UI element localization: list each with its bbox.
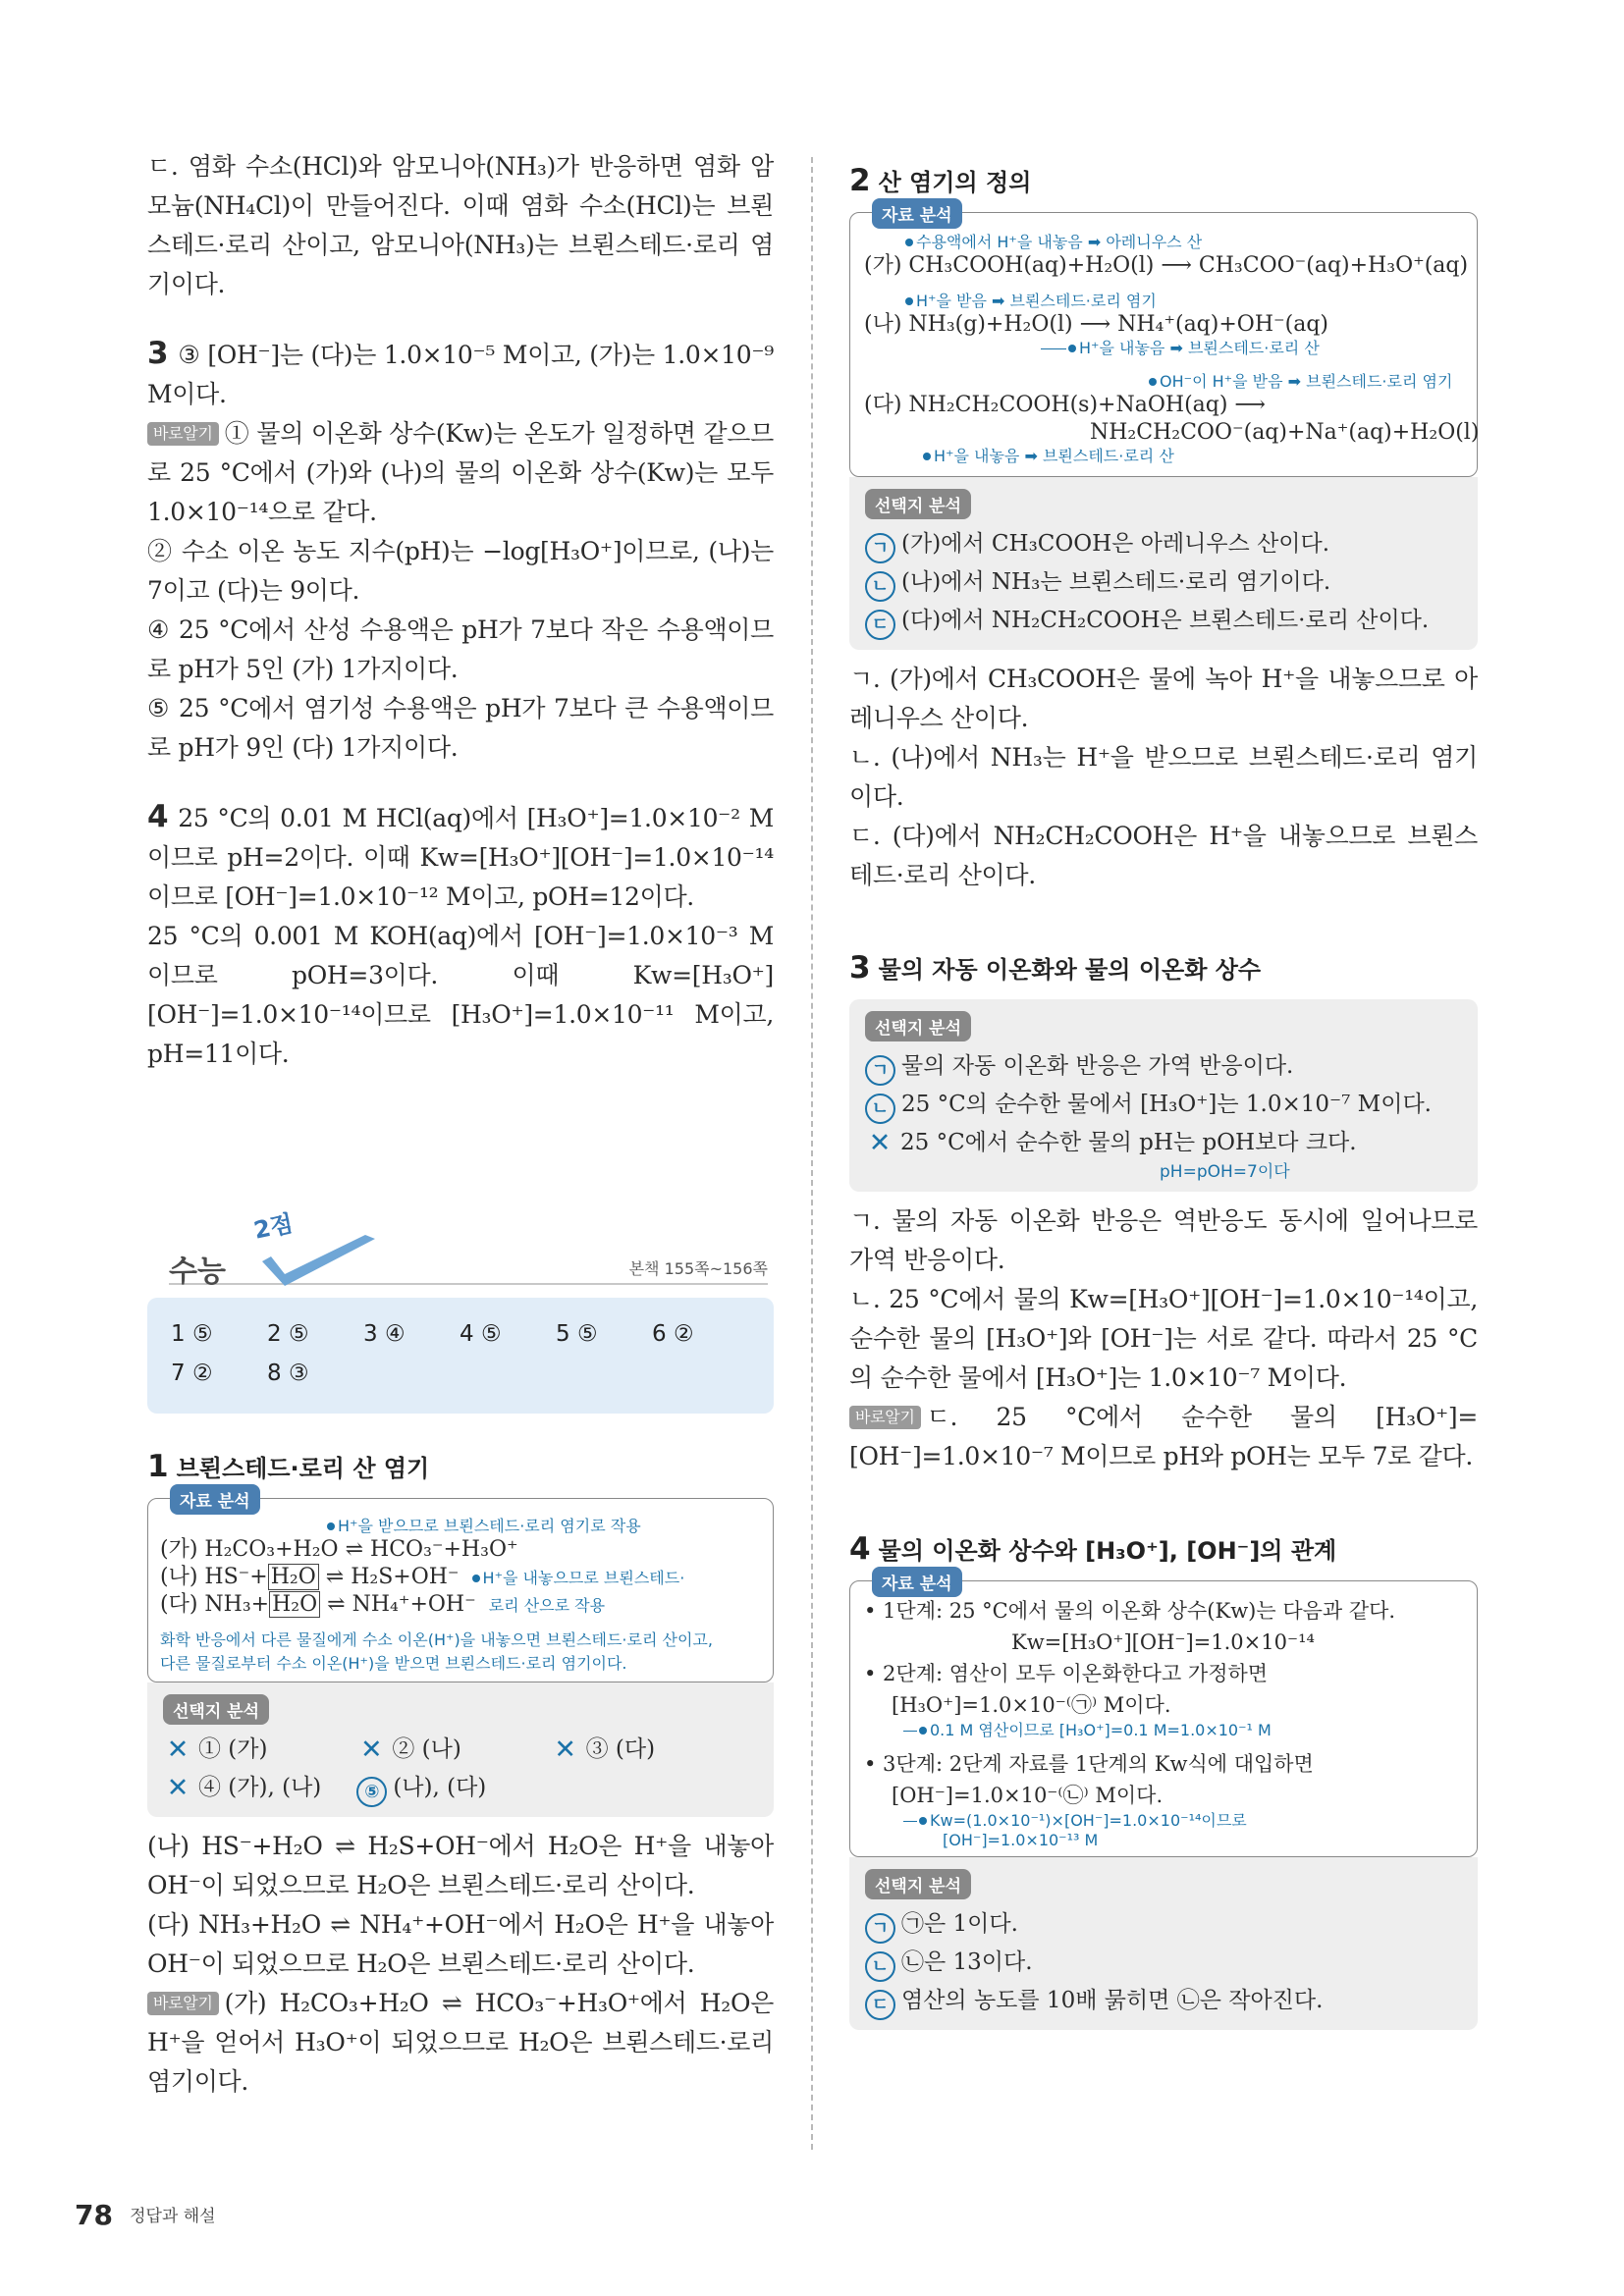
answer-6: 6 ② <box>652 1321 694 1347</box>
section-1-data-box <box>147 1492 774 1682</box>
s1-explanation-1: (나) HS⁻+H₂O ⇌ H₂S+OH⁻에서 H₂O은 H⁺을 내놓아 OH⁻이 되었으므로 H₂O은 브뢴스테드·로리 산이다. <box>147 1832 774 1899</box>
answer-5: 5 ⑤ <box>556 1321 598 1347</box>
right-column <box>849 163 1478 2030</box>
correct-mark-icon: ㄴ <box>865 571 895 602</box>
s2-choice-2: ㄴ (나)에서 NH₃는 브뢴스테드·로리 염기이다. <box>865 563 1462 602</box>
answer-3: 3 ④ <box>363 1321 406 1347</box>
s4-step-3-note-2: [OH⁻]=1.0×10⁻¹³ M <box>943 1831 1099 1849</box>
s2-eq-c2: NH₂CH₂COO⁻(aq)+Na⁺(aq)+H₂O(l) <box>1090 420 1480 445</box>
q3-line-3: ④ 25 °C에서 산성 수용액은 pH가 7보다 작은 수용액이므로 pH가 5인 (가) 1가지이다. <box>147 615 774 683</box>
s4-step-1-eq: Kw=[H₃O⁺][OH⁻]=1.0×10⁻¹⁴ <box>1011 1630 1315 1654</box>
s2-eq-c1: (다) NH₂CH₂COOH(s)+NaOH(aq) ⟶ <box>864 393 1266 417</box>
s2-note-b2: H⁺을 내놓음 ➡ 브뢴스테드·로리 산 <box>1041 339 1463 358</box>
s1-explanation-3: 바로알기 (가) H₂CO₃+H₂O ⇌ HCO₃⁻+H₃O⁺에서 H₂O은 H⁺을 얻어서 H₃O⁺이 되었으므로 H₂O은 브뢴스테드·로리 염기이다. <box>147 1989 774 2096</box>
s3-choice-tag: 선택지 분석 <box>865 1011 971 1041</box>
s2-choice-3: ㄷ (다)에서 NH₂CH₂COOH은 브뢴스테드·로리 산이다. <box>865 602 1462 640</box>
q3-line-2: ② 수소 이온 농도 지수(pH)는 −log[H₃O⁺]이므로, (나)는 7이고 (다)는 9이다. <box>147 537 774 605</box>
section-2-title: 2 산 염기의 정의 <box>849 163 1032 198</box>
s2-eq-b: (나) NH₃(g)+H₂O(l) ⟶ NH₄⁺(aq)+OH⁻(aq) <box>864 312 1328 337</box>
section-1 <box>147 1449 774 2102</box>
correct-mark-icon: ㄷ <box>865 610 895 640</box>
s1-eq-2: (나) HS⁻+ H₂O ⇌ H₂S+OH⁻ H⁺을 내놓으므로 브뢴스테드· <box>160 1565 685 1589</box>
s2-note-c2: H⁺을 내놓음 ➡ 브뢴스테드·로리 산 <box>923 447 1463 466</box>
s1-eq-3: (다) NH₃+ H₂O ⇌ NH₄⁺+OH⁻ 로리 산으로 작용 <box>160 1592 606 1617</box>
q3-number: 3 <box>147 336 169 371</box>
q3-line-4: ⑤ 25 °C에서 염기성 수용액은 pH가 7보다 큰 수용액이므로 pH가 9인 (다) 1가지이다. <box>147 694 774 762</box>
s4-choice-2: ㄴ ㉡은 13이다. <box>865 1944 1462 1982</box>
s4-step-3-note-1: Kw=(1.0×10⁻¹)×[OH⁻]=1.0×10⁻¹⁴이므로 <box>903 1811 1463 1831</box>
correct-mark-icon: ㄴ <box>865 1094 895 1124</box>
s4-step-3-eq: [OH⁻]=1.0×10⁻⁽㉡⁾ M이다. <box>892 1784 1164 1807</box>
footer-label: 정답과 해설 <box>130 2207 216 2226</box>
q4-line-2: 25 °C의 0.001 M KOH(aq)에서 [OH⁻]=1.0×10⁻³ M이므로 pOH=3이다. 이때 Kw=[H₃O⁺][OH⁻]=1.0×10⁻¹⁴이므로 [H₃O⁺]=1.0×10⁻¹¹ M이고, pH=11이다. <box>147 922 774 1068</box>
s3-choice-1: ㄱ 물의 자동 이온화 반응은 가역 반응이다. <box>865 1047 1462 1086</box>
s4-step-3: • 3단계: 2단계 자료를 1단계의 Kw식에 대입하면 <box>864 1752 1314 1776</box>
s1-eq-1: (가) H₂CO₃+H₂O ⇌ HCO₃⁻+H₃O⁺ <box>160 1537 518 1562</box>
s3-correction: pH=pOH=7이다 <box>1160 1162 1290 1182</box>
s3-choice-2: ㄴ 25 °C의 순수한 물에서 [H₃O⁺]는 1.0×10⁻⁷ M이다. <box>865 1086 1462 1124</box>
s3-choice-3: ✕ 25 °C에서 순수한 물의 pH는 pOH보다 크다. <box>865 1124 1462 1162</box>
q3-line-1: 바로알기 ① 물의 이온화 상수(Kw)는 온도가 일정하면 같으므로 25 °C에서 (가)와 (나)의 물의 이온화 상수(Kw)는 모두 1.0×10⁻¹⁴으로 같다. <box>147 419 774 526</box>
suneung-header <box>169 1209 768 1300</box>
s3-choice-box <box>849 999 1478 1192</box>
wrong-mark-icon: ✕ <box>360 1735 383 1765</box>
answer-key-box <box>147 1298 774 1414</box>
s1-note-top: H⁺을 받으므로 브뢴스테드·로리 염기로 작용 <box>327 1517 761 1536</box>
correct-mark-icon: ㄱ <box>865 1055 895 1086</box>
s1-note-side-1: H⁺을 내놓으므로 브뢴스테드· <box>482 1569 685 1587</box>
s2-note-b: H⁺을 받음 ➡ 브뢴스테드·로리 염기 <box>905 292 1463 311</box>
answer-2: 2 ⑤ <box>267 1321 309 1347</box>
section-2-data-box <box>849 206 1480 477</box>
section-4-title: 4 물의 이온화 상수와 [H₃O⁺], [OH⁻]의 관계 <box>849 1531 1337 1567</box>
s2-eq-a: (가) CH₃COOH(aq)+H₂O(l) ⟶ CH₃COO⁻(aq)+H₃O⁺(aq) <box>864 253 1469 278</box>
q4-line-1: 4 25 °C의 0.01 M HCl(aq)에서 [H₃O⁺]=1.0×10⁻² M이므로 pH=2이다. 이때 Kw=[H₃O⁺][OH⁻]=1.0×10⁻¹⁴이므로 [OH⁻]=1.0×10⁻¹² M이고, pOH=12이다. <box>147 799 774 911</box>
correct-mark-icon: ㄷ <box>865 1990 895 2020</box>
s4-step-2: • 2단계: 염산이 모두 이온화한다고 가정하면 <box>864 1662 1269 1685</box>
wrong-mark-icon: ✕ <box>868 1128 892 1158</box>
intro-paragraph: ㄷ. 염화 수소(HCl)와 암모니아(NH₃)가 반응하면 염화 암모늄(NH₄Cl)이 만들어진다. 이때 염화 수소(HCl)는 브뢴스테드·로리 산이고, 암모니아(NH₃)는 브뢴스테드·로리 염기이다. <box>147 152 774 298</box>
s4-step-2-note: 0.1 M 염산이므로 [H₃O⁺]=0.1 M=1.0×10⁻¹ M <box>903 1721 1463 1740</box>
s1-choice-row-2: ✕ ④ (가), (나) ⑤ (나), (다) <box>163 1769 758 1807</box>
s4-step-2-eq: [H₃O⁺]=1.0×10⁻⁽㉠⁾ M이다. <box>892 1693 1171 1717</box>
answer-4: 4 ⑤ <box>460 1321 502 1347</box>
s1-choice-tag: 선택지 분석 <box>163 1694 269 1725</box>
s4-choice-box <box>849 1857 1478 2030</box>
section-4-data-box <box>849 1575 1478 1857</box>
correct-mark-icon: ⑤ <box>356 1777 387 1807</box>
answer-1: 1 ⑤ <box>171 1321 213 1347</box>
wrong-mark-icon: ✕ <box>166 1735 189 1765</box>
section-2-data-tag: 자료 분석 <box>872 198 962 229</box>
correct-mark-icon: ㄱ <box>865 1913 895 1944</box>
correct-mark-icon: ㄱ <box>865 533 895 563</box>
q3-answer <box>147 334 774 414</box>
s3-explanation-2: ㄴ. 25 °C에서 물의 Kw=[H₃O⁺][OH⁻]=1.0×10⁻¹⁴이고, 순수한 물의 [H₃O⁺]와 [OH⁻]는 서로 같다. 따라서 25 °C의 순수한 물에서 [H₃O⁺]는 1.0×10⁻⁷ M이다. <box>849 1285 1478 1392</box>
section-4-data-tag: 자료 분석 <box>872 1567 962 1597</box>
section-1-data-tag: 자료 분석 <box>170 1484 260 1515</box>
section-1-title: 1 브뢴스테드·로리 산 염기 <box>147 1449 430 1484</box>
left-column <box>147 147 774 1074</box>
q3-answer-text: ③ [OH⁻]는 (다)는 1.0×10⁻⁵ M이고, (가)는 1.0×10⁻⁹ M이다. <box>147 341 774 408</box>
wrong-mark-icon: ✕ <box>554 1735 576 1765</box>
page-number: 78 <box>75 2199 113 2231</box>
s1-choice-row-1: ✕ ① (가) ✕ ② (나) ✕ ③ (다) <box>163 1731 758 1769</box>
q4-number: 4 <box>147 799 169 834</box>
s2-note-a: 수용액에서 H⁺을 내놓음 ➡ 아레니우스 산 <box>905 233 1463 252</box>
s1-summary: 화학 반응에서 다른 물질에게 수소 이온(H⁺)을 내놓으면 브뢴스테드·로리 산이고, 다른 물질로부터 수소 이온(H⁺)을 받으면 브뢴스테드·로리 염기이다. <box>160 1630 713 1673</box>
wrong-mark-icon: ✕ <box>166 1773 189 1803</box>
s4-choice-3: ㄷ 염산의 농도를 10배 묽히면 ㉡은 작아진다. <box>865 1982 1462 2020</box>
q3-correction-badge: 바로알기 <box>147 422 219 446</box>
s1-explanation-2: (다) NH₃+H₂O ⇌ NH₄⁺+OH⁻에서 H₂O은 H⁺을 내놓아 OH⁻이 되었으므로 H₂O은 브뢴스테드·로리 산이다. <box>147 1910 774 1978</box>
section-3-title: 3 물의 자동 이온화와 물의 이온화 상수 <box>849 950 1262 986</box>
s2-explanation-1: ㄱ. (가)에서 CH₃COOH은 물에 녹아 H⁺을 내놓으므로 아레니우스 산이다. <box>849 665 1478 732</box>
suneung-level-badge: 2점 <box>251 1209 296 1245</box>
s2-explanation-2: ㄴ. (나)에서 NH₃는 H⁺을 받으므로 브뢴스테드·로리 염기이다. <box>849 743 1478 811</box>
s2-choice-box <box>849 477 1478 650</box>
s4-choice-tag: 선택지 분석 <box>865 1869 971 1899</box>
answer-8: 8 ③ <box>267 1361 309 1386</box>
s4-choice-1: ㄱ ㉠은 1이다. <box>865 1905 1462 1944</box>
s2-choice-1: ㄱ (가)에서 CH₃COOH은 아레니우스 산이다. <box>865 525 1462 563</box>
s2-explanation-3: ㄷ. (다)에서 NH₂CH₂COOH은 H⁺을 내놓으므로 브뢴스테드·로리 산이다. <box>849 822 1478 889</box>
suneung-label: 수능 <box>169 1255 226 1289</box>
s3-explanation-1: ㄱ. 물의 자동 이온화 반응은 역반응도 동시에 일어나므로 가역 반응이다. <box>849 1206 1478 1274</box>
s2-choice-tag: 선택지 분석 <box>865 489 971 519</box>
correct-mark-icon: ㄴ <box>865 1951 895 1982</box>
s1-choice-box <box>147 1682 774 1817</box>
s4-step-1: • 1단계: 25 °C에서 물의 이온화 상수(Kw)는 다음과 같다. <box>864 1599 1396 1623</box>
answer-7: 7 ② <box>171 1361 213 1386</box>
suneung-pages: 본책 155쪽~156쪽 <box>628 1259 768 1278</box>
page-footer <box>75 2199 216 2231</box>
column-divider <box>811 157 813 2150</box>
s3-explanation-3: 바로알기 ㄷ. 25 °C에서 순수한 물의 [H₃O⁺]=[OH⁻]=1.0×10⁻⁷ M이므로 pH와 pOH는 모두 7로 같다. <box>849 1403 1478 1470</box>
s1-note-side-2: 로리 산으로 작용 <box>488 1596 606 1615</box>
s2-note-c: OH⁻이 H⁺을 받음 ➡ 브뢴스테드·로리 염기 <box>1149 372 1463 392</box>
